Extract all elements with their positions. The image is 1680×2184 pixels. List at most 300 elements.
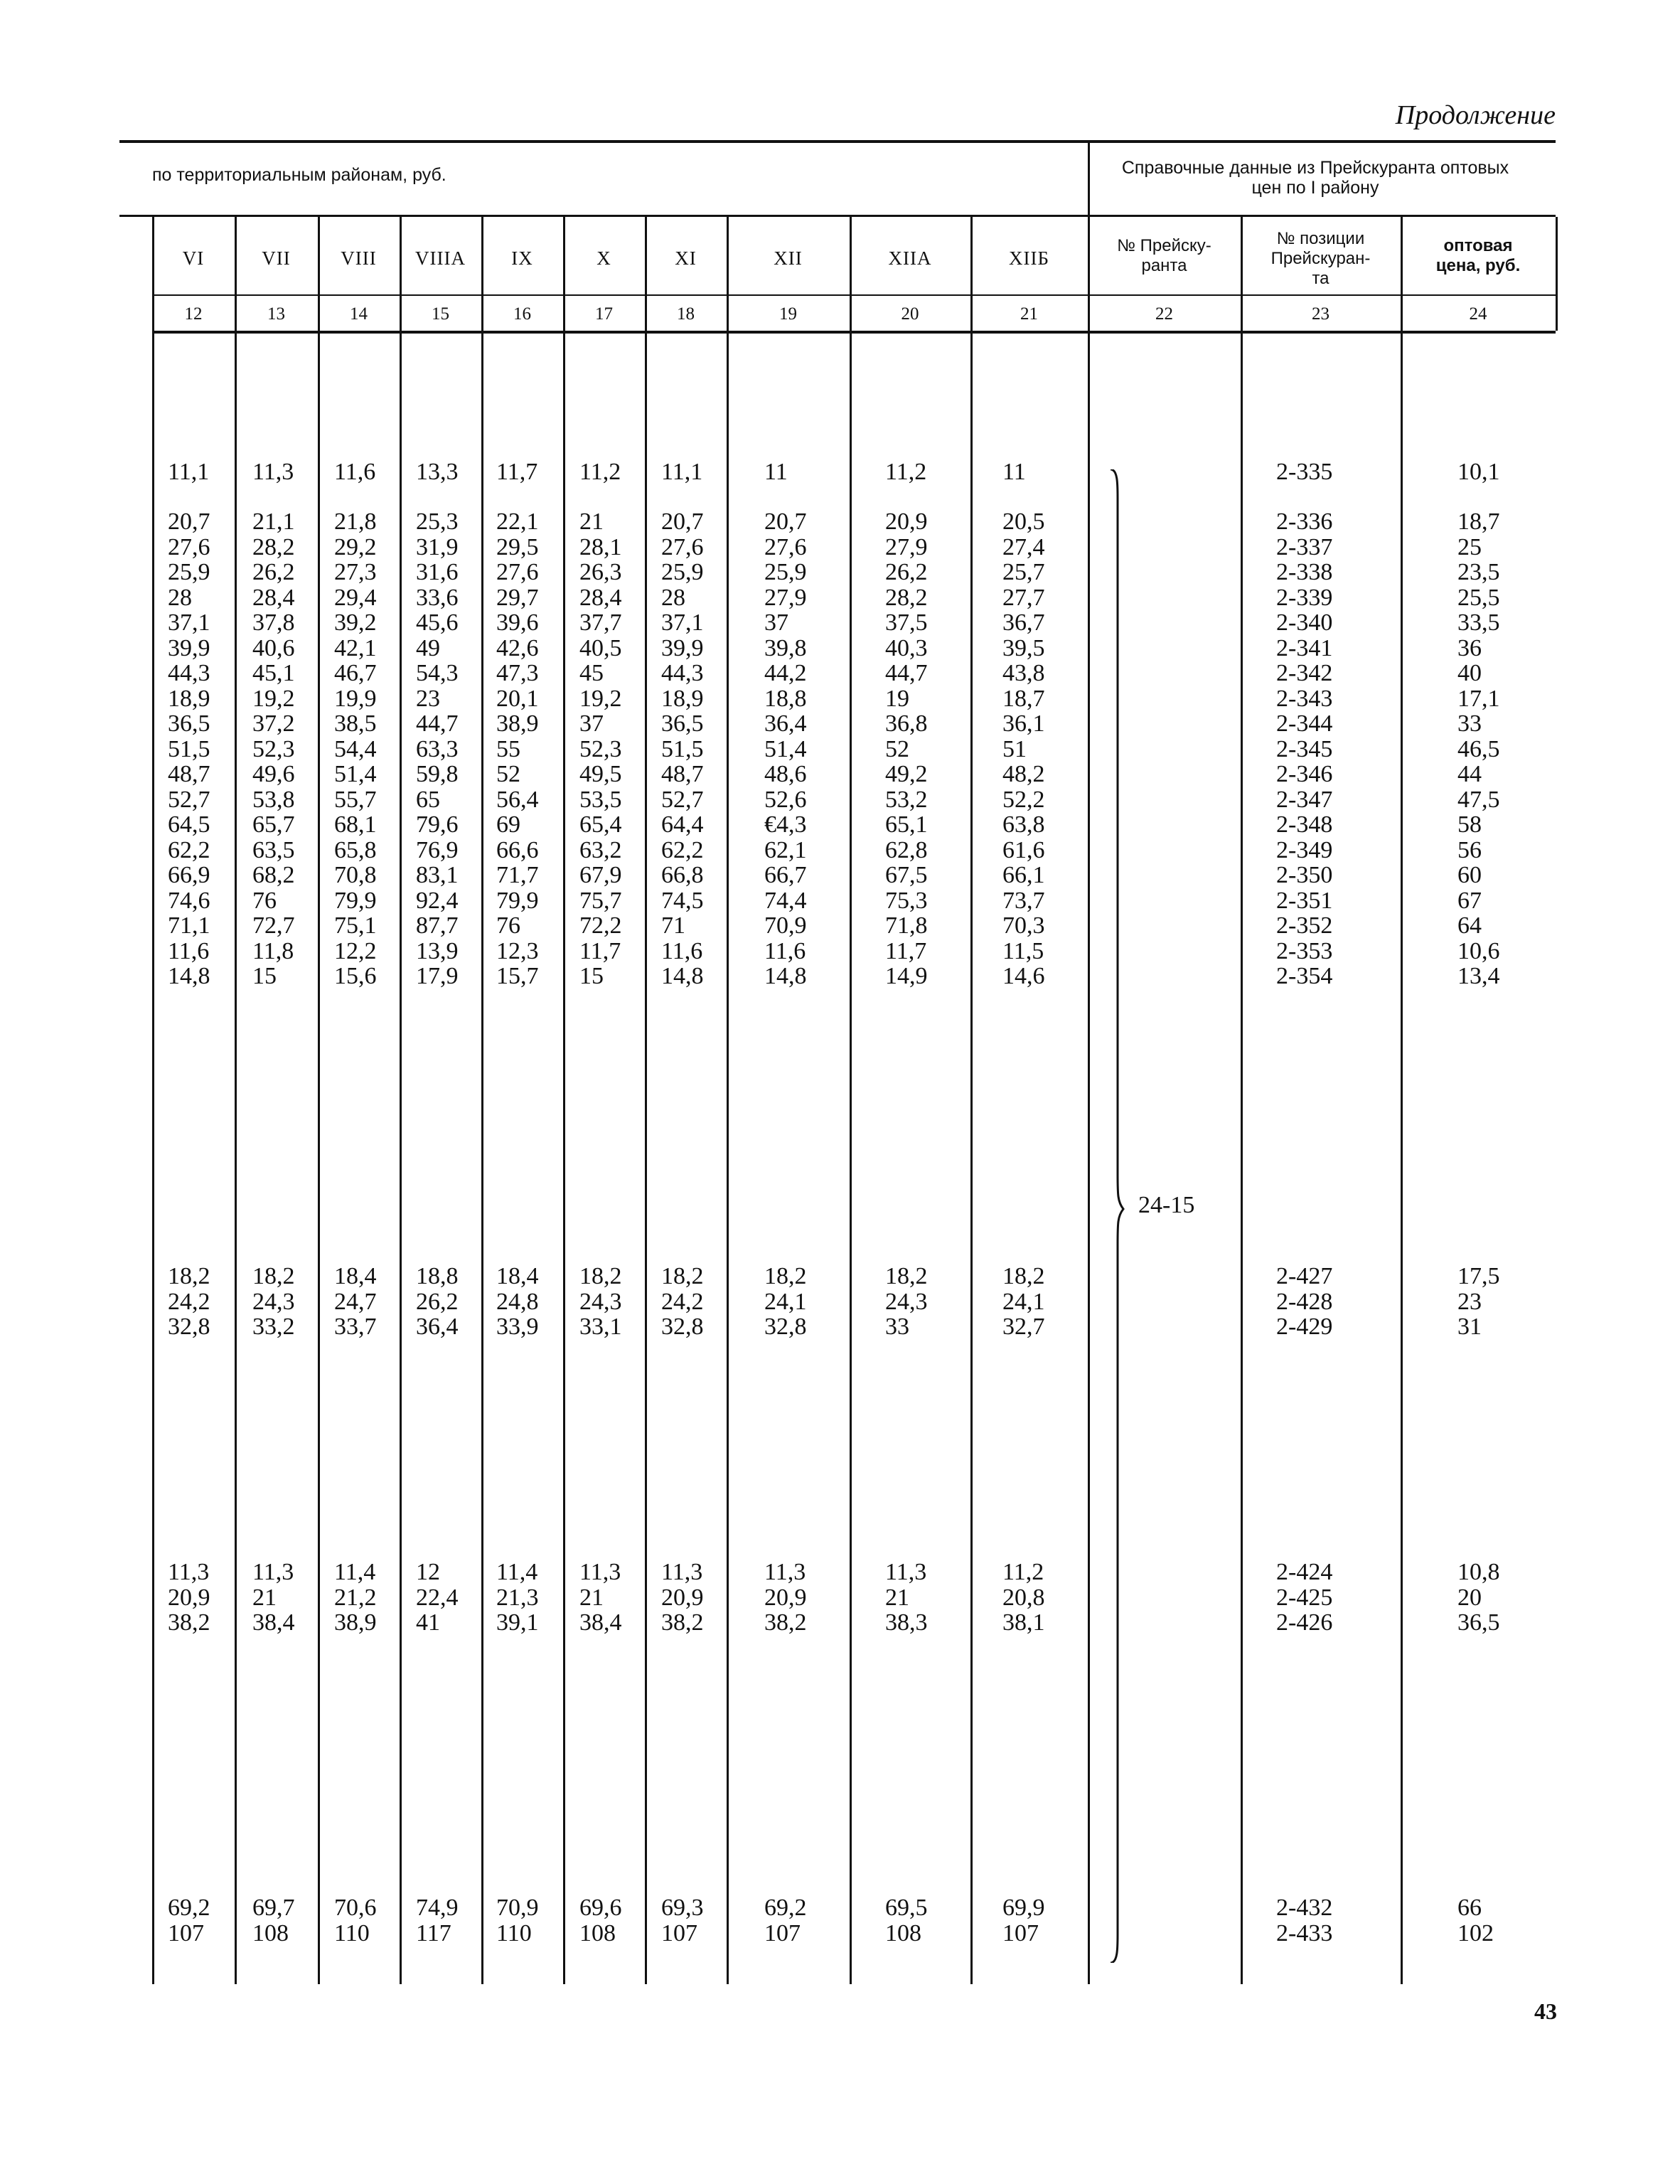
price-cell: 15,7 [496,963,539,989]
price-cell: 68,1 [334,811,377,838]
price-cell: 70,8 [334,862,377,888]
price-cell: 71,7 [496,862,539,888]
wholesale-price-cell: 47,5 [1457,786,1500,813]
price-cell: 18,8 [764,685,807,712]
price-cell: 52 [496,761,520,787]
price-cell: 18,2 [885,1263,928,1289]
price-cell: 36,4 [764,710,807,737]
price-cell: 73,7 [1002,887,1045,914]
price-cell: €4,3 [764,811,807,838]
price-cell: 15 [252,963,277,989]
price-cell: 19,2 [252,685,295,712]
price-cell: 66,8 [661,862,704,888]
price-cell: 31,6 [416,559,459,585]
price-cell: 38,1 [1002,1609,1045,1636]
position-number-cell: 2-341 [1276,634,1333,661]
price-cell: 56,4 [496,786,539,813]
column-number: 12 [184,304,203,324]
position-number-cell: 2-345 [1276,735,1333,762]
price-cell: 25,3 [416,508,459,535]
wholesale-price-cell: 20 [1457,1584,1482,1611]
price-cell: 20,1 [496,685,539,712]
position-number-cell: 2-433 [1276,1919,1333,1946]
price-cell: 18,2 [661,1263,704,1289]
column-number: 23 [1312,304,1329,324]
price-cell: 21,8 [334,508,377,535]
column-rule [1556,217,1558,331]
price-cell: 59,8 [416,761,459,787]
position-number-cell: 2-337 [1276,533,1333,560]
price-cell: 65,8 [334,836,377,863]
wholesale-price-cell: 10,8 [1457,1559,1500,1585]
position-number-cell: 2-426 [1276,1609,1333,1636]
price-cell: 32,8 [168,1314,210,1340]
continuation-label: Продолжение [1395,100,1556,130]
position-number-cell: 2-342 [1276,660,1333,686]
price-cell: 45,6 [416,609,459,636]
column-number: 14 [350,304,368,324]
price-cell: 28 [661,584,685,611]
price-cell: 69,5 [885,1895,928,1921]
price-cell: 83,1 [416,862,459,888]
price-cell: 11,3 [764,1559,806,1585]
position-number-cell: 2-352 [1276,912,1333,939]
column-number: 19 [779,304,797,324]
price-cell: 37 [764,609,788,636]
wholesale-price-cell: 33 [1457,710,1482,737]
price-cell: 69,6 [579,1895,622,1921]
price-cell: 41 [416,1609,440,1636]
price-cell: 69,3 [661,1895,704,1921]
price-cell: 15,6 [334,963,377,989]
header-rule [119,215,1556,217]
wholesale-price-cell: 44 [1457,761,1482,787]
price-cell: 37 [579,710,604,737]
price-cell: 20,9 [168,1584,210,1611]
price-cell: 37,7 [579,609,622,636]
price-cell: 20,9 [764,1584,807,1611]
reference-header: Справочные данные из Прейскуранта оптовых цен по I району [1121,158,1509,198]
price-cell: 44,2 [764,660,807,686]
column-header-roman: VIIIA [415,247,466,269]
price-cell: 32,8 [661,1314,704,1340]
price-cell: 110 [496,1919,532,1946]
wholesale-price-cell: 56 [1457,836,1482,863]
position-number-cell: 2-428 [1276,1288,1333,1315]
price-cell: 38,2 [764,1609,807,1636]
price-cell: 76,9 [416,836,459,863]
column-rule [645,217,647,1984]
price-cell: 74,9 [416,1895,459,1921]
price-cell: 20,7 [168,508,210,535]
position-number-cell: 2-429 [1276,1314,1333,1340]
price-cell: 49,6 [252,761,295,787]
price-cell: 20,9 [661,1584,704,1611]
price-cell: 63,8 [1002,811,1045,838]
column-header-roman: XIIБ [1009,247,1049,269]
column-rule [318,217,320,1984]
price-cell: 29,2 [334,533,377,560]
price-cell: 36,7 [1002,609,1045,636]
price-cell: 69,9 [1002,1895,1045,1921]
price-cell: 27,9 [885,533,928,560]
price-cell: 63,5 [252,836,295,863]
price-cell: 42,1 [334,634,377,661]
price-cell: 67,5 [885,862,928,888]
price-cell: 27,9 [764,584,807,611]
price-cell: 51,5 [168,735,210,762]
column-header-roman: X [596,247,611,269]
price-cell: 39,9 [168,634,210,661]
price-cell: 37,1 [661,609,704,636]
price-cell: 37,8 [252,609,295,636]
price-cell: 38,2 [661,1609,704,1636]
position-number-cell: 2-424 [1276,1559,1333,1585]
wholesale-price-cell: 58 [1457,811,1482,838]
price-cell: 108 [252,1919,289,1946]
price-cell: 76 [496,912,520,939]
price-cell: 44,3 [168,660,210,686]
price-cell: 55,7 [334,786,377,813]
reference-column-header: оптовая цена, руб. [1435,236,1521,275]
price-cell: 18,2 [579,1263,622,1289]
price-cell: 69,7 [252,1895,295,1921]
price-cell: 39,5 [1002,634,1045,661]
price-cell: 24,7 [334,1288,377,1315]
price-cell: 62,2 [168,836,210,863]
price-cell: 18,9 [168,685,210,712]
price-cell: 32,8 [764,1314,807,1340]
price-cell: 28,1 [579,533,622,560]
price-cell: 12,2 [334,937,377,964]
wholesale-price-cell: 36,5 [1457,1609,1500,1636]
price-cell: 92,4 [416,887,459,914]
wholesale-price-cell: 31 [1457,1314,1482,1340]
column-rule [1088,140,1090,1984]
body-rule [152,331,1556,334]
price-cell: 107 [661,1919,697,1946]
reference-column-header: № Прейску- ранта [1117,236,1211,275]
wholesale-price-cell: 60 [1457,862,1482,888]
column-number: 22 [1155,304,1173,324]
position-number-cell: 2-339 [1276,584,1333,611]
wholesale-price-cell: 33,5 [1457,609,1500,636]
regions-header: по территориальным районам, руб. [152,165,446,185]
price-cell: 62,8 [885,836,928,863]
column-header-roman: XIIA [888,247,932,269]
price-cell: 20,7 [764,508,807,535]
price-cell: 25,9 [168,559,210,585]
price-cell: 79,9 [334,887,377,914]
price-cell: 27,6 [168,533,210,560]
price-cell: 25,7 [1002,559,1045,585]
price-cell: 70,9 [496,1895,539,1921]
column-rule [1241,217,1243,1984]
price-cell: 11,3 [579,1559,621,1585]
column-rule [727,217,729,1984]
price-cell: 11,5 [1002,937,1044,964]
position-number-cell: 2-338 [1276,559,1333,585]
price-cell: 32,7 [1002,1314,1045,1340]
position-number-cell: 2-354 [1276,963,1333,989]
price-cell: 26,2 [885,559,928,585]
wholesale-price-cell: 23,5 [1457,559,1500,585]
price-cell: 27,6 [661,533,704,560]
position-number-cell: 2-350 [1276,862,1333,888]
price-cell: 24,2 [661,1288,704,1315]
price-cell: 21 [579,508,604,535]
wholesale-price-cell: 25,5 [1457,584,1500,611]
price-cell: 11,3 [168,1559,210,1585]
price-cell: 48,6 [764,761,807,787]
price-cell: 19,9 [334,685,377,712]
price-cell: 45,1 [252,660,295,686]
catalog-number: 24-15 [1138,1192,1195,1218]
price-cell: 17,9 [416,963,459,989]
price-cell: 64,4 [661,811,704,838]
price-cell: 39,8 [764,634,807,661]
price-cell: 11,3 [252,1559,294,1585]
price-cell: 12,3 [496,937,539,964]
price-cell: 21 [885,1584,909,1611]
price-cell: 108 [885,1919,921,1946]
position-number-cell: 2-336 [1276,508,1333,535]
price-cell: 33,1 [579,1314,622,1340]
price-cell: 45 [579,660,604,686]
price-cell: 27,7 [1002,584,1045,611]
price-cell: 27,6 [496,559,539,585]
price-cell: 11 [1002,459,1026,485]
position-number-cell: 2-340 [1276,609,1333,636]
position-number-cell: 2-425 [1276,1584,1333,1611]
price-cell: 48,7 [661,761,704,787]
price-cell: 66,9 [168,862,210,888]
price-cell: 15 [579,963,604,989]
price-cell: 11,2 [885,459,927,485]
price-cell: 66,7 [764,862,807,888]
price-cell: 52,7 [168,786,210,813]
position-number-cell: 2-351 [1276,887,1333,914]
price-cell: 22,1 [496,508,539,535]
price-cell: 11,6 [764,937,806,964]
price-cell: 75,7 [579,887,622,914]
price-cell: 24,1 [764,1288,807,1315]
price-cell: 13,3 [416,459,459,485]
price-cell: 29,4 [334,584,377,611]
price-cell: 107 [1002,1919,1039,1946]
column-number: 15 [432,304,449,324]
price-cell: 11,3 [252,459,294,485]
price-cell: 52,3 [579,735,622,762]
price-cell: 20,7 [661,508,704,535]
wholesale-price-cell: 13,4 [1457,963,1500,989]
price-cell: 12 [416,1559,440,1585]
price-cell: 20,5 [1002,508,1045,535]
price-cell: 38,2 [168,1609,210,1636]
price-cell: 11,3 [661,1559,703,1585]
price-cell: 20,9 [885,508,928,535]
wholesale-price-cell: 36 [1457,634,1482,661]
price-cell: 11,7 [885,937,927,964]
price-cell: 25,9 [764,559,807,585]
column-rule [481,217,483,1984]
price-cell: 28,2 [885,584,928,611]
price-cell: 13,9 [416,937,459,964]
price-cell: 37,2 [252,710,295,737]
position-number-cell: 2-349 [1276,836,1333,863]
price-cell: 51,5 [661,735,704,762]
price-cell: 40,3 [885,634,928,661]
price-cell: 19 [885,685,909,712]
price-cell: 64,5 [168,811,210,838]
price-cell: 52,7 [661,786,704,813]
price-cell: 21 [252,1584,277,1611]
column-header-roman: VIII [341,247,377,269]
price-cell: 39,6 [496,609,539,636]
price-cell: 28,4 [252,584,295,611]
price-cell: 107 [764,1919,801,1946]
wholesale-price-cell: 102 [1457,1919,1494,1946]
price-cell: 65,1 [885,811,928,838]
wholesale-price-cell: 25 [1457,533,1482,560]
price-cell: 11,3 [885,1559,927,1585]
price-cell: 24,1 [1002,1288,1045,1315]
price-cell: 87,7 [416,912,459,939]
column-rule [970,217,973,1984]
price-cell: 38,9 [496,710,539,737]
price-cell: 69 [496,811,520,838]
price-cell: 65,4 [579,811,622,838]
price-cell: 72,2 [579,912,622,939]
price-cell: 22,4 [416,1584,459,1611]
position-number-cell: 2-353 [1276,937,1333,964]
price-cell: 18,4 [496,1263,539,1289]
price-cell: 21,3 [496,1584,539,1611]
price-cell: 11,4 [334,1559,376,1585]
wholesale-price-cell: 10,1 [1457,459,1500,485]
wholesale-price-cell: 17,1 [1457,685,1500,712]
price-cell: 107 [168,1919,204,1946]
price-cell: 70,3 [1002,912,1045,939]
column-header-roman: XII [774,247,803,269]
price-cell: 51,4 [334,761,377,787]
price-cell: 55 [496,735,520,762]
column-header-roman: VI [182,247,205,269]
column-rule [400,217,402,1984]
price-cell: 18,2 [168,1263,210,1289]
price-cell: 11,6 [334,459,376,485]
price-cell: 49,5 [579,761,622,787]
price-cell: 21,2 [334,1584,377,1611]
price-cell: 26,2 [252,559,295,585]
price-cell: 18,2 [764,1263,807,1289]
price-cell: 11,2 [1002,1559,1044,1585]
wholesale-price-cell: 40 [1457,660,1482,686]
price-cell: 54,3 [416,660,459,686]
column-header-roman: VII [262,247,291,269]
price-cell: 20,8 [1002,1584,1045,1611]
price-cell: 21,1 [252,508,295,535]
price-cell: 39,1 [496,1609,539,1636]
price-cell: 53,5 [579,786,622,813]
price-cell: 48,2 [1002,761,1045,787]
wholesale-price-cell: 67 [1457,887,1482,914]
column-number: 16 [513,304,531,324]
price-cell: 71,1 [168,912,210,939]
price-cell: 24,8 [496,1288,539,1315]
price-cell: 26,2 [416,1288,459,1315]
price-cell: 33,9 [496,1314,539,1340]
wholesale-price-cell: 66 [1457,1895,1482,1921]
price-cell: 75,1 [334,912,377,939]
price-cell: 14,8 [661,963,704,989]
price-cell: 65,7 [252,811,295,838]
price-cell: 74,6 [168,887,210,914]
price-cell: 53,8 [252,786,295,813]
price-cell: 28,4 [579,584,622,611]
price-cell: 65 [416,786,440,813]
price-cell: 19,2 [579,685,622,712]
price-cell: 51 [1002,735,1027,762]
price-cell: 44,7 [885,660,928,686]
price-cell: 11,6 [168,937,210,964]
price-cell: 67,9 [579,862,622,888]
position-number-cell: 2-432 [1276,1895,1333,1921]
wholesale-price-cell: 18,7 [1457,508,1500,535]
price-cell: 66,1 [1002,862,1045,888]
price-cell: 52 [885,735,909,762]
price-cell: 46,7 [334,660,377,686]
price-cell: 39,9 [661,634,704,661]
column-number: 13 [267,304,285,324]
column-number: 17 [595,304,613,324]
column-header-roman: IX [511,247,533,269]
price-cell: 11,4 [496,1559,538,1585]
price-cell: 36,4 [416,1314,459,1340]
column-rule [235,217,237,1984]
price-cell: 36,8 [885,710,928,737]
position-number-cell: 2-346 [1276,761,1333,787]
price-cell: 51,4 [764,735,807,762]
price-cell: 48,7 [168,761,210,787]
price-cell: 11,2 [579,459,621,485]
wholesale-price-cell: 10,6 [1457,937,1500,964]
price-cell: 18,2 [252,1263,295,1289]
position-number-cell: 2-344 [1276,710,1333,737]
price-cell: 44,7 [416,710,459,737]
price-cell: 53,2 [885,786,928,813]
price-cell: 71 [661,912,685,939]
column-rule [850,217,852,1984]
price-cell: 11,7 [579,937,621,964]
price-cell: 38,5 [334,710,377,737]
price-cell: 52,3 [252,735,295,762]
price-cell: 49 [416,634,440,661]
price-cell: 79,6 [416,811,459,838]
price-cell: 44,3 [661,660,704,686]
price-cell: 66,6 [496,836,539,863]
price-cell: 42,6 [496,634,539,661]
price-cell: 18,4 [334,1263,377,1289]
price-cell: 11,1 [661,459,703,485]
top-rule [119,140,1556,143]
column-number: 18 [677,304,695,324]
price-cell: 18,2 [1002,1263,1045,1289]
price-cell: 18,7 [1002,685,1045,712]
price-cell: 24,2 [168,1288,210,1315]
price-cell: 47,3 [496,660,539,686]
price-cell: 26,3 [579,559,622,585]
